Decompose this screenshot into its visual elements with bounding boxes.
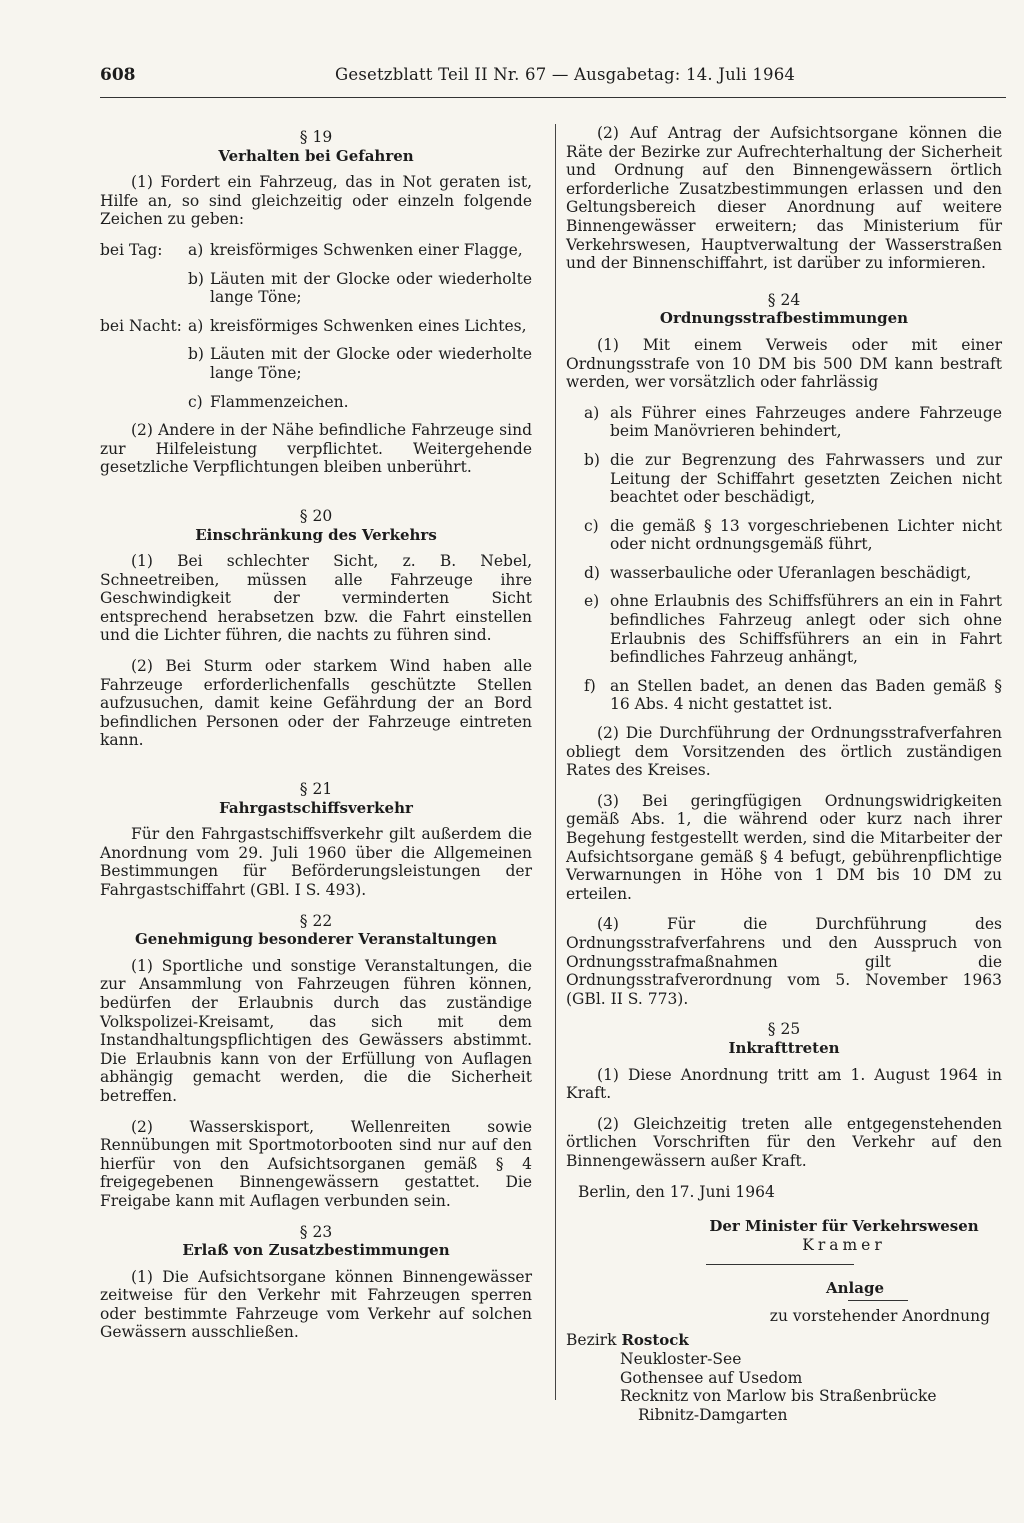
signal-text: Läuten mit der Glocke oder wiederholte lange Töne;: [210, 345, 532, 382]
item-text: ohne Erlaubnis des Schiffsführers an ein in Fahrt befindliches Fahrzeug anlegt oder sich ohne Erlaubnis des Schiffsführers an ein in Fahrt befindliches Fahrzeug anhängt,: [610, 592, 1002, 667]
annex-title: Anlage: [826, 1279, 884, 1298]
item-mark: a): [188, 240, 204, 259]
section-title: Genehmigung besonderer Veranstaltungen: [134, 930, 498, 949]
list-item: [566, 564, 1002, 583]
section-title: Ordnungsstrafbestimmungen: [659, 309, 909, 328]
paragraph: (1) Fordert ein Fahrzeug, das in Not geraten ist, Hilfe an, so sind gleichzeitig oder einzeln folgende Zeichen zu geben:: [100, 173, 532, 229]
paragraph: (2) Wasserskisport, Wellenreiten sowie Rennübungen mit Sportmotorbooten sind nur auf den hierfür von den Aufsichtsorganen gemäß § 4 freigegebenen Binnengewässern gestattet. Die Freigabe kann mit Auflagen verbunden sein.: [100, 1117, 532, 1210]
item-mark: c): [188, 392, 203, 411]
paragraph: (3) Bei geringfügigen Ordnungswidrigkeiten gemäß Abs. 1, die während oder kurz nach ihrer Begehung festgestellt werden, sind die Mitarbeiter der Aufsichtsorgane gemäß § 4 befugt, gebührenpflichtige Verwarnungen in Höhe von 1 DM bis 10 DM zu erteilen.: [566, 791, 1002, 903]
item-text: die zur Begrenzung des Fahrwassers und zur Leitung der Schiffahrt gesetzten Zeichen nicht beachtet oder beschädigt,: [610, 450, 1002, 507]
signal-row: [100, 317, 532, 336]
section-number: § 21: [299, 780, 333, 799]
paragraph: (2) Bei Sturm oder starkem Wind haben alle Fahrzeuge erforderlichenfalls geschützte Stellen aufzusuchen, damit keine Gefährdung der an Bord befindlichen Personen oder der Fahrzeuge eintreten kann.: [100, 657, 532, 750]
item-text: die gemäß § 13 vorgeschriebenen Lichter nicht oder nicht ordnungsgemäß führt,: [610, 516, 1002, 554]
district-line: [566, 1331, 1002, 1350]
signal-text: kreisförmiges Schwenken einer Flagge,: [210, 240, 523, 259]
paragraph: (2) Gleichzeitig treten alle entgegenstehenden örtlichen Vorschriften für den Verkehr auf den Binnengewässern außer Kraft.: [566, 1114, 1002, 1170]
item-mark: a): [584, 403, 600, 422]
section-number: § 24: [767, 290, 801, 309]
list-item: Ribnitz-Damgarten: [638, 1405, 788, 1424]
minister-name: Kramer: [802, 1235, 886, 1254]
signal-row: [100, 270, 532, 307]
section-title: Inkrafttreten: [728, 1038, 840, 1057]
list-item: [566, 592, 1002, 666]
section-number: § 20: [299, 506, 333, 525]
signal-text: kreisförmiges Schwenken eines Lichtes,: [210, 316, 527, 335]
paragraph: (2) Andere in der Nähe befindliche Fahrzeuge sind zur Hilfeleistung verpflichtet. Weitergehende gesetzliche Verpflichtungen bleiben unberührt.: [100, 421, 532, 477]
list-item: [566, 451, 1002, 507]
place-date: Berlin, den 17. Juni 1964: [578, 1182, 775, 1201]
section-number: § 25: [767, 1020, 801, 1039]
column-rule: [555, 124, 556, 1400]
signal-label: bei Nacht:: [100, 316, 182, 335]
section-title: Erlaß von Zusatzbestimmungen: [182, 1241, 450, 1260]
paragraph: (1) Sportliche und sonstige Veranstaltungen, die zur Ansammlung von Fahrzeugen führen können, bedürfen der Erlaubnis durch das zuständige Volkspolizei-Kreisamt, das sich mit dem Instandhaltungspflichtigen des Gewässers abstimmt. Die Erlaubnis kann von der Erfüllung von Auflagen abhängig gemacht werden, die die Sicherheit betreffen.: [100, 956, 532, 1105]
section-number: § 19: [299, 128, 333, 146]
section-title: Fahrgastschiffsverkehr: [219, 798, 413, 817]
list-item: [566, 677, 1002, 714]
item-mark: b): [188, 345, 204, 364]
annex-rule: [848, 1300, 908, 1301]
item-mark: f): [584, 676, 596, 695]
left-column: [100, 124, 532, 1354]
item-mark: e): [584, 592, 600, 611]
section-title: Verhalten bei Gefahren: [218, 146, 414, 165]
signal-label: bei Tag:: [100, 240, 163, 259]
section-number: § 22: [299, 911, 333, 930]
list-item: Gothensee auf Usedom: [620, 1368, 803, 1387]
list-item: [566, 517, 1002, 554]
minister-title: Der Minister für Verkehrswesen: [709, 1217, 979, 1236]
paragraph: (2) Die Durchführung der Ordnungsstrafverfahren obliegt dem Vorsitzenden des örtlich zuständigen Rates des Kreises.: [566, 724, 1002, 780]
annex-subtitle: zu vorstehender Anordnung: [769, 1306, 990, 1325]
waters-list: [620, 1350, 1002, 1424]
section-title: Einschränkung des Verkehrs: [195, 525, 437, 544]
item-text: wasserbauliche oder Uferanlagen beschädigt,: [610, 563, 972, 582]
paragraph: (1) Diese Anordnung tritt am 1. August 1964 in Kraft.: [566, 1065, 1002, 1103]
item-mark: b): [584, 450, 600, 469]
paragraph: (1) Die Aufsichtsorgane können Binnengewässer zeitweise für den Verkehr mit Fahrzeugen sperren oder bestimmte Fahrzeuge vom Verkehr auf solchen Gewässern ausschließen.: [100, 1267, 532, 1342]
page-number: 608: [100, 65, 136, 85]
paragraph: (1) Bei schlechter Sicht, z. B. Nebel, Schneetreiben, müssen alle Fahrzeuge ihre Geschwindigkeit der verminderten Sicht entsprechend herabsetzen bzw. die Fahrt einstellen und die Lichter führen, die nachts zu führen sind.: [100, 552, 532, 645]
paragraph: (2) Auf Antrag der Aufsichtsorgane können die Räte der Bezirke zur Aufrechterhaltung der Sicherheit und Ordnung auf den Binnengewässern örtlich erforderliche Zusatzbestimmungen erlassen und den Geltungsbereich dieser Anordnung auf weitere Binnengewässer erweitern; das Ministerium für Verkehrswesen, Hauptverwaltung der Wasserstraßen und der Binnenschiffahrt, ist darüber zu informieren.: [566, 124, 1002, 273]
signal-row: [100, 393, 532, 412]
list-item: Recknitz von Marlow bis Straßenbrücke: [620, 1387, 937, 1406]
header-rule: [100, 97, 1006, 98]
item-mark: c): [584, 516, 599, 535]
paragraph: Für den Fahrgastschiffsverkehr gilt außerdem die Anordnung vom 29. Juli 1960 über die Allgemeinen Bestimmungen für Beförderungsleistungen der Fahrgastschiffahrt (GBl. I S. 493).: [100, 825, 532, 899]
paragraph: (4) Für die Durchführung des Ordnungsstrafverfahrens und den Ausspruch von Ordnungsstrafmaßnahmen gilt die Ordnungsstrafverordnung vom 5. November 1963 (GBl. II S. 773).: [566, 915, 1002, 1008]
signal-text: Flammenzeichen.: [210, 392, 349, 411]
list-item: [566, 404, 1002, 441]
item-mark: d): [584, 563, 600, 582]
paragraph: (1) Mit einem Verweis oder mit einer Ordnungsstrafe von 10 DM bis 500 DM kann bestraft werden, wer vorsätzlich oder fahrlässig: [566, 335, 1002, 392]
district-name: Rostock: [621, 1331, 689, 1350]
signal-row: [100, 241, 532, 260]
list-item: Neukloster-See: [620, 1350, 742, 1369]
item-mark: b): [188, 269, 204, 288]
item-text: als Führer eines Fahrzeuges andere Fahrzeuge beim Manövrieren behindert,: [610, 403, 1002, 441]
item-text: an Stellen badet, an denen das Baden gemäß § 16 Abs. 4 nicht gestattet ist.: [610, 676, 1002, 714]
item-mark: a): [188, 316, 204, 335]
district-label: Bezirk: [566, 1331, 617, 1350]
running-header: Gesetzblatt Teil II Nr. 67 — Ausgabetag: 14. Juli 1964: [335, 65, 796, 84]
signature-rule: [706, 1264, 854, 1265]
signal-row: [100, 345, 532, 382]
section-number: § 23: [299, 1222, 333, 1241]
right-column: [566, 124, 1002, 1424]
signal-text: Läuten mit der Glocke oder wiederholte lange Töne;: [210, 269, 532, 307]
